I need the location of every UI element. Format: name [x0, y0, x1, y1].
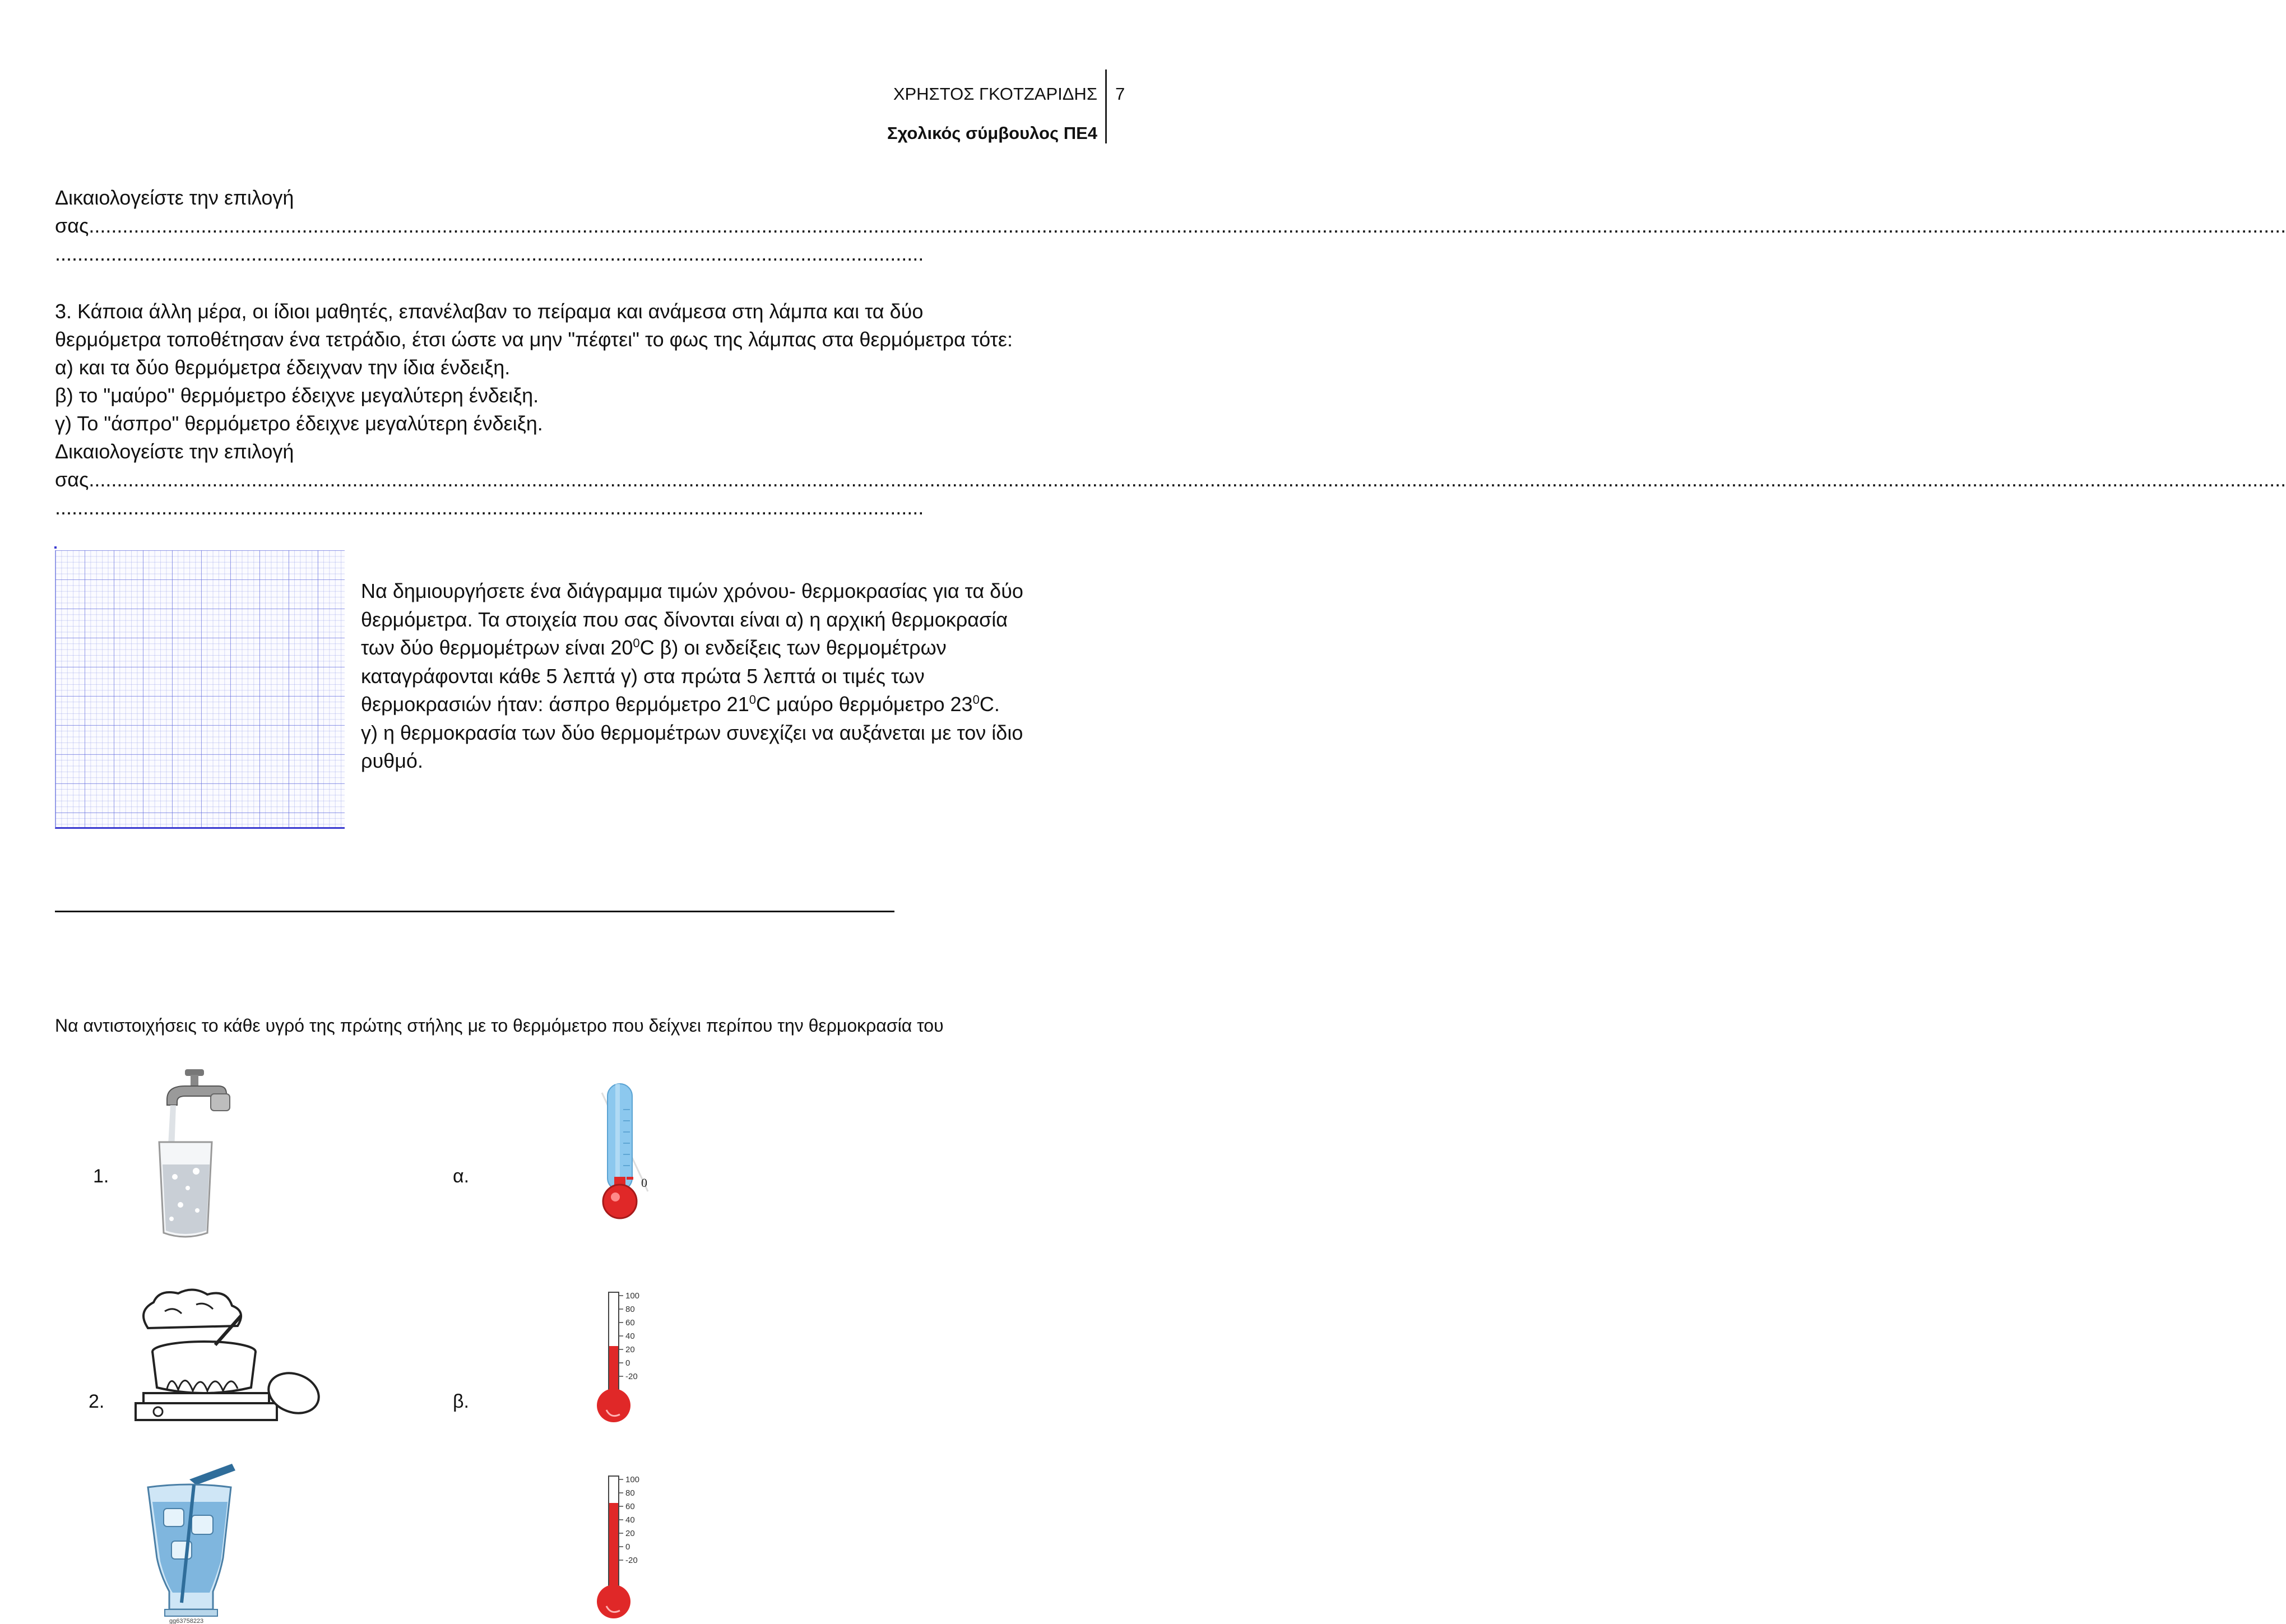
thermometer-tick-label: 60 — [625, 1502, 635, 1511]
iced-drink-icon[interactable] — [136, 1463, 245, 1624]
question-3-intro: θερμόμετρα τοποθέτησαν ένα τετράδιο, έτσι ώστε να μην "πέφτει" το φως της λάμπας στα θερμόμετρα τότε: — [55, 328, 1013, 351]
option-c: γ) Το "άσπρο" θερμόμετρο έδειχνε μεγαλύτερη ένδειξη. — [55, 412, 543, 435]
dotted-answer-line[interactable]: ........................................................................................................................................................................................................................................................................................................................................................................................................ — [89, 468, 2286, 491]
section-divider — [55, 911, 894, 912]
option-b: β) το "μαύρο" θερμόμετρο έδειχνε μεγαλύτερη ένδειξη. — [55, 384, 539, 407]
grid-corner-mark — [54, 546, 57, 549]
task-line: θερμόμετρα. Τα στοιχεία που σας δίνονται είναι α) η αρχική θερμοκρασία — [361, 607, 1008, 631]
matching-instruction: Να αντιστοιχήσεις το κάθε υγρό της πρώτης στήλης με το θερμόμετρο που δείχνει περίπου την θερμοκρασία του — [55, 1015, 944, 1036]
task-line: ρυθμό. — [361, 749, 423, 772]
answer-lead: σας — [55, 214, 89, 237]
thermometer-tick-label: -20 — [625, 1372, 638, 1381]
question-3 — [55, 298, 2286, 522]
thermometer-tick-label: -20 — [625, 1556, 638, 1565]
thermometer-icon[interactable] — [590, 1082, 657, 1222]
thermo-zero-label: 0 — [641, 1176, 647, 1190]
diagram-task-text — [361, 577, 1101, 776]
thermometer-icon[interactable] — [594, 1476, 661, 1624]
task-line: καταγράφονται κάθε 5 λεπτά γ) στα πρώτα 5 λεπτά οι τιμές των — [361, 664, 925, 688]
answer-line — [55, 212, 2286, 240]
boiling-pot-icon[interactable] — [131, 1289, 319, 1426]
thermometer-tick-label: 80 — [625, 1488, 635, 1498]
thermometer-icon[interactable] — [594, 1292, 661, 1427]
justify-prompt: Δικαιολογείστε την επιλογή — [55, 440, 294, 463]
thermometer-tick-label: 40 — [625, 1331, 635, 1341]
dotted-answer-line[interactable]: ........................................................................................................................................................................................................................................................................................................................................................................................................ — [89, 214, 2286, 237]
thermometer-tick-label: 20 — [625, 1345, 635, 1354]
dotted-answer-line[interactable]: ........................................................................................................................................................... — [55, 242, 924, 265]
answer-lead: σας — [55, 468, 89, 491]
header-role: Σχολικός σύμβουλος ΠΕ4 — [887, 123, 1097, 143]
dotted-answer-line[interactable]: ........................................................................................................................................................... — [55, 496, 924, 519]
question-3-intro: 3. Κάποια άλλη μέρα, οι ίδιοι μαθητές, επανέλαβαν το πείραμα και ανάμεσα στη λάμπα και τα δύο — [55, 300, 924, 323]
thermometer-fill — [609, 1346, 618, 1392]
graph-paper[interactable] — [55, 550, 345, 829]
justify-prompt: Δικαιολογείστε την επιλογή — [55, 186, 294, 209]
thermometer-tick-label: 40 — [625, 1515, 635, 1525]
thermometer-tick-label: 0 — [625, 1542, 630, 1552]
tap-water-glass-icon[interactable] — [135, 1065, 235, 1244]
task-line: γ) η θερμοκρασία των δύο θερμομέτρων συνεχίζει να αυξάνεται με τον ίδιο — [361, 721, 1023, 744]
thermo-label-b: β. — [453, 1391, 470, 1412]
thermometer-tick-label: 0 — [625, 1358, 630, 1368]
thermometer-bulb — [597, 1585, 630, 1618]
thermometer-tick-label: 100 — [625, 1475, 640, 1484]
thermometer-tick-label: 20 — [625, 1529, 635, 1538]
page-number: 7 — [1115, 84, 1125, 104]
drink-caption: gg63758223 — [169, 1618, 204, 1624]
thermometer-tick-label: 100 — [625, 1291, 640, 1301]
thermometer-tick-label: 60 — [625, 1318, 635, 1328]
task-line: θερμοκρασιών ήταν: άσπρο θερμόμετρο $21^0C$ μαύρο θερμόμετρο $23^0C$. — [361, 693, 1000, 716]
answer-block-1 — [55, 184, 2286, 268]
task-line: των δύο θερμομέτρων είναι $20^0C$ β) οι ενδείξεις των θερμομέτρων — [361, 636, 947, 659]
header-author: ΧΡΗΣΤΟΣ ΓΚΟΤΖΑΡΙΔΗΣ — [893, 84, 1097, 104]
item-label-1: 1. — [93, 1166, 109, 1187]
item-label-2: 2. — [89, 1391, 105, 1412]
thermometer-fill — [609, 1503, 618, 1588]
header-divider — [1105, 69, 1107, 143]
task-line: Να δημιουργήσετε ένα διάγραμμα τιμών χρόνου- θερμοκρασίας για τα δύο — [361, 579, 1023, 602]
thermometer-tick-label: 80 — [625, 1305, 635, 1314]
answer-line — [55, 466, 2286, 494]
thermometer-bulb — [597, 1389, 630, 1422]
option-a: α) και τα δύο θερμόμετρα έδειχναν την ίδια ένδειξη. — [55, 356, 511, 379]
thermo-label-a: α. — [453, 1166, 470, 1187]
